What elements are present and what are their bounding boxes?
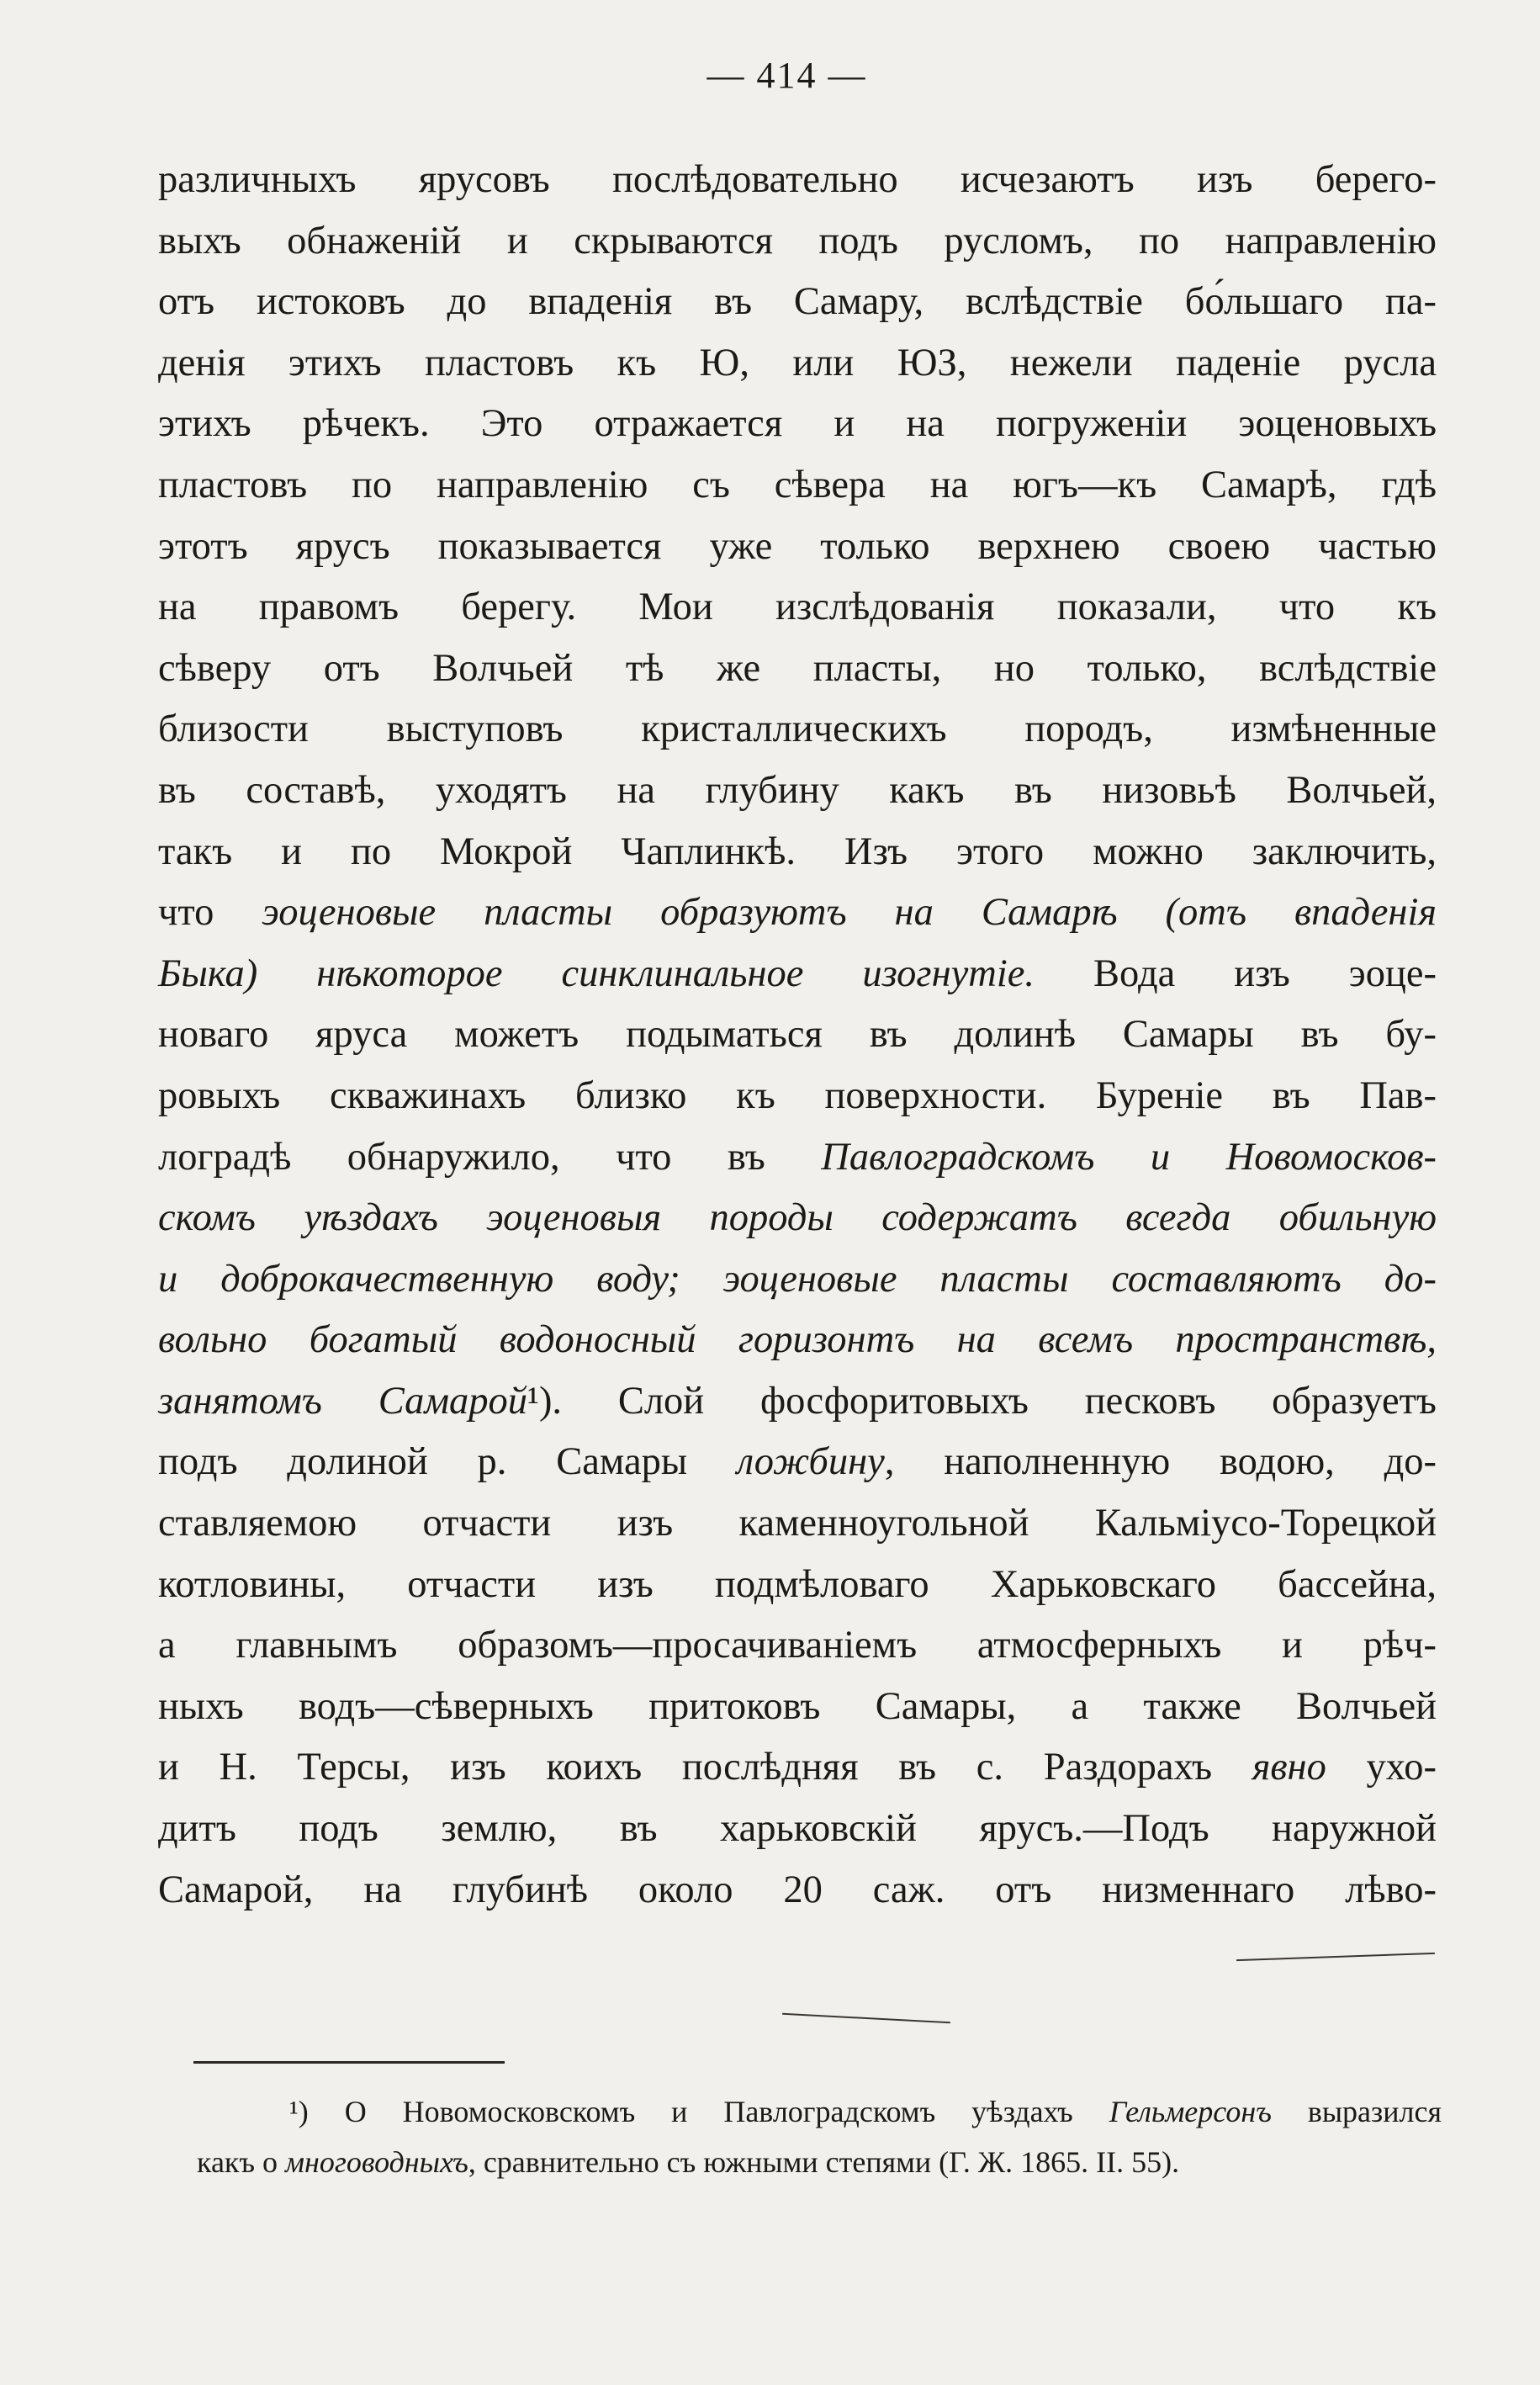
text-line: занятомъ Самарой¹). Слой фосфоритовыхъ песковъ образуетъ (158, 1379, 1437, 1423)
text-line: подъ долиной р. Самары ложбину, наполненную водою, до- (158, 1440, 1437, 1484)
page-number: — 414 — (706, 55, 867, 96)
footnote-line: какъ о многоводныхъ, сравнительно съ южными степями (Г. Ж. 1865. II. 55). (197, 2145, 1180, 2179)
italic-span: многоводныхъ (285, 2145, 468, 2179)
text-line: Быка) нѣкоторое синклинальное изогнутіе. Вода изъ эоце- (158, 951, 1437, 995)
footnote (197, 2086, 1442, 2187)
pencil-underline-mark (782, 2013, 950, 2023)
italic-span: эоценовые пласты образуютъ на Самарѣ (отъ впаденія (262, 891, 1437, 935)
text-line: котловины, отчасти изъ подмѣловаго Харьковскаго бассейна, (158, 1562, 1437, 1606)
text-line: ровыхъ скважинахъ близко къ поверхности. Буреніе въ Пав- (158, 1073, 1437, 1117)
text-line: такъ и по Мокрой Чаплинкѣ. Изъ этого можно заключить, (158, 829, 1437, 873)
body-text (158, 150, 1437, 1921)
text-line: денія этихъ пластовъ къ Ю, или ЮЗ, нежели паденіе русла (158, 341, 1437, 384)
footnote-rule (193, 2061, 505, 2064)
text-line: близости выступовъ кристаллическихъ породъ, измѣненные (158, 708, 1437, 751)
text-line: Самарой, на глубинѣ около 20 саж. отъ низменнаго лѣво- (158, 1868, 1437, 1911)
italic-span: Быка) нѣкоторое синклинальное изогнутіе. (158, 951, 1035, 995)
text-line: дитъ подъ землю, въ харьковскій ярусъ.—Подъ наружной (158, 1807, 1437, 1851)
text-line: ныхъ водъ—сѣверныхъ притоковъ Самары, а также Волчьей (158, 1684, 1437, 1728)
text-line: лоградѣ обнаружило, что въ Павлоградскомъ и Новомосков- (158, 1135, 1437, 1179)
text-line: сѣверу отъ Волчьей тѣ же пласты, но только, вслѣдствіе (158, 646, 1437, 690)
text-line: этихъ рѣчекъ. Это отражается и на погруженіи эоценовыхъ (158, 402, 1437, 446)
text-line: скомъ уѣздахъ эоценовыя породы содержатъ всегда обильную (158, 1196, 1437, 1240)
text-line: новаго яруса можетъ подыматься въ долинѣ Самары въ бу- (158, 1013, 1437, 1057)
text-line: различныхъ ярусовъ послѣдовательно исчезаютъ изъ берего- (158, 158, 1437, 201)
text-line: этотъ ярусъ показывается уже только верхнею своею частью (158, 524, 1437, 568)
italic-span: Павлоградскомъ и Новомосков- (821, 1135, 1437, 1179)
text-line: что эоценовые пласты образуютъ на Самарѣ (отъ впаденія (158, 891, 1437, 935)
footnote-line: ¹) О Новомосковскомъ и Павлоградскомъ уѣздахъ Гельмерсонъ выразился (289, 2095, 1442, 2128)
text-line: ставляемою отчасти изъ каменноугольной Кальміусо-Торецкой (158, 1502, 1437, 1545)
pencil-underline-mark (1236, 1953, 1435, 1961)
text-line: пластовъ по направленію съ сѣвера на югъ—къ Самарѣ, гдѣ (158, 463, 1437, 506)
text-line: и Н. Терсы, изъ коихъ послѣдняя въ с. Раздорахъ явно ухо- (158, 1746, 1437, 1789)
text-line: на правомъ берегу. Мои изслѣдованія показали, что къ (158, 586, 1437, 629)
text-line: вольно богатый водоносный горизонтъ на всемъ пространствѣ, (158, 1318, 1437, 1362)
text-line: отъ истоковъ до впаденія въ Самару, вслѣдствіе бо́льшаго па- (158, 280, 1437, 324)
italic-span: Гельмерсонъ (1109, 2095, 1272, 2128)
italic-span: занятомъ Самарой (158, 1379, 527, 1423)
text-line: въ составѣ, уходятъ на глубину какъ въ низовьѣ Волчьей, (158, 768, 1437, 812)
text-line: выхъ обнаженій и скрываются подъ русломъ, по направленію (158, 219, 1437, 262)
text-line: и доброкачественную воду; эоценовые пласты составляютъ до- (158, 1257, 1437, 1301)
text-line: а главнымъ образомъ—просачиваніемъ атмосферныхъ и рѣч- (158, 1624, 1437, 1667)
italic-span: явно (1252, 1746, 1326, 1789)
italic-span: ложбину (736, 1440, 885, 1484)
